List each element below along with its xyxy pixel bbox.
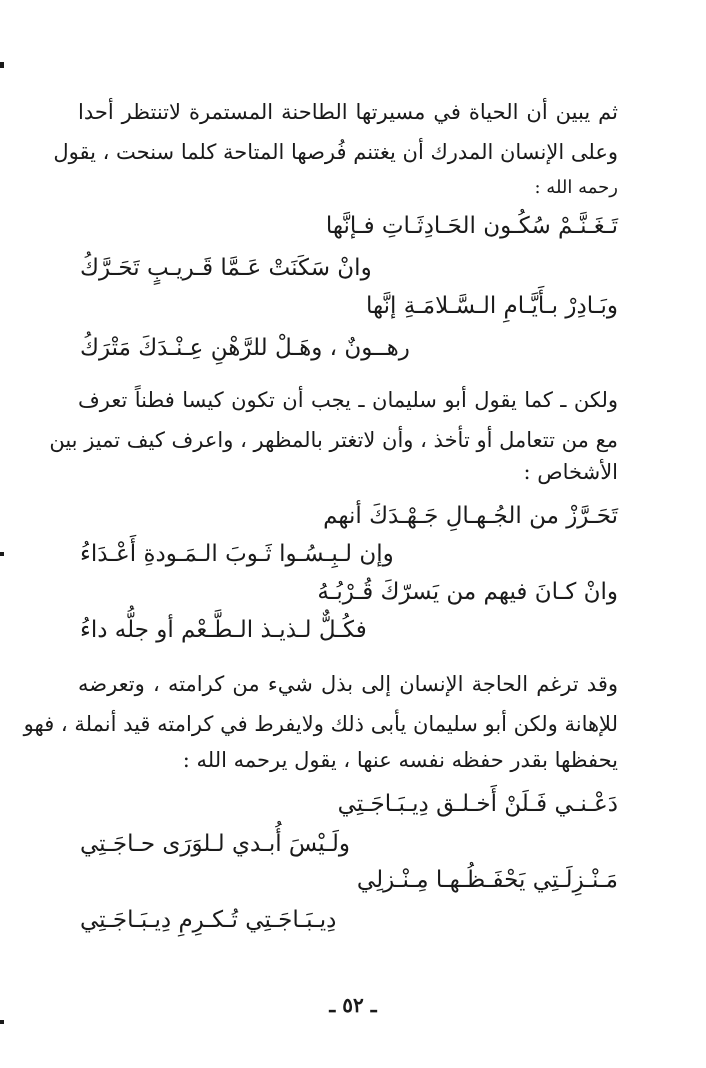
poem-3-verse-2: ولَـيْسَ أُبـدي لـلوَرَى حـاجَـتِي bbox=[80, 831, 351, 857]
paragraph-3-line-1: وقد ترغم الحاجة الإنسان إلى بذل شيء من كرامته ، وتعرضه bbox=[78, 672, 618, 696]
poem-1-verse-1: تَـغَـنَّـمْ سُكُـون الحَـادِثَـاتِ فـإنَّها bbox=[325, 213, 618, 239]
page-number: ـ ٥٢ ـ bbox=[329, 993, 377, 1017]
poem-2-verse-2: وإن لـبِـسُـوا ثَـوبَ الـمَـودةِ أَعْـدَاءُ bbox=[80, 541, 394, 567]
poem-3-verse-4: دِيـبَـاجَـتِي تُـكـرِمِ دِيـبَـاجَـتِي bbox=[80, 907, 337, 933]
paragraph-1-line-2: وعلى الإنسان المدرك أن يغتنم فُرصها المتاحة كلما سنحت ، يقول bbox=[53, 140, 618, 164]
paragraph-2-line-1: ولكن ـ كما يقول أبو سليمان ـ يجب أن تكون كيسا فطناً تعرف bbox=[78, 388, 618, 412]
paragraph-2-line-3: الأشخاص : bbox=[523, 460, 618, 484]
scan-mark bbox=[0, 552, 4, 556]
poem-1-verse-4: رهــونٌ ، وهَـلْ للرَّهْنِ عِـنْـدَكَ مَتْرَكُ bbox=[80, 335, 410, 361]
poem-3-verse-3: مَـنْـزِلَـتِي يَحْفَـظُـهـا مِـنْـزلِي bbox=[356, 867, 618, 893]
scan-mark bbox=[0, 1020, 4, 1024]
paragraph-1-line-3: رحمه الله : bbox=[534, 177, 618, 198]
paragraph-2-line-2: مع من تتعامل أو تأخذ ، وأن لاتغتر بالمظهر ، واعرف كيف تميز بين bbox=[49, 428, 618, 452]
poem-2-verse-4: فكُـلٌّ لـذيـذ الـطَّـعْم أو جلُّه داءُ bbox=[80, 617, 367, 643]
scan-mark bbox=[0, 62, 4, 68]
poem-3-verse-1: دَعْـنـي فَـلَنْ أَخـلـق دِيـبَـاجَـتِي bbox=[337, 791, 618, 817]
paragraph-3-line-3: يحفظها بقدر حفظه نفسه عنها ، يقول يرحمه الله : bbox=[182, 748, 618, 772]
paragraph-3-line-2: للإهانة ولكن أبو سليمان يأبى ذلك ولايفرط في كرامته قيد أنملة ، فهو bbox=[23, 712, 618, 736]
poem-2-verse-3: وانْ كـانَ فيهم من يَسرّكَ قُـرْبُـهُ bbox=[317, 579, 618, 605]
poem-1-verse-3: وبَـادِرْ بـأَيَّـامِ الـسَّـلامَـةِ إنَّها bbox=[366, 293, 618, 319]
poem-2-verse-1: تَحَـرَّزْ من الجُـهـالِ جَـهْـدَكَ أنهم bbox=[323, 503, 618, 529]
paragraph-1-line-1: ثم يبين أن الحياة في مسيرتها الطاحنة المستمرة لاتنتظر أحدا bbox=[78, 100, 618, 124]
poem-1-verse-2: وانْ سَكَنَتْ عَـمَّا قَـريـبٍ تَحَـرَّكُ bbox=[80, 255, 372, 281]
